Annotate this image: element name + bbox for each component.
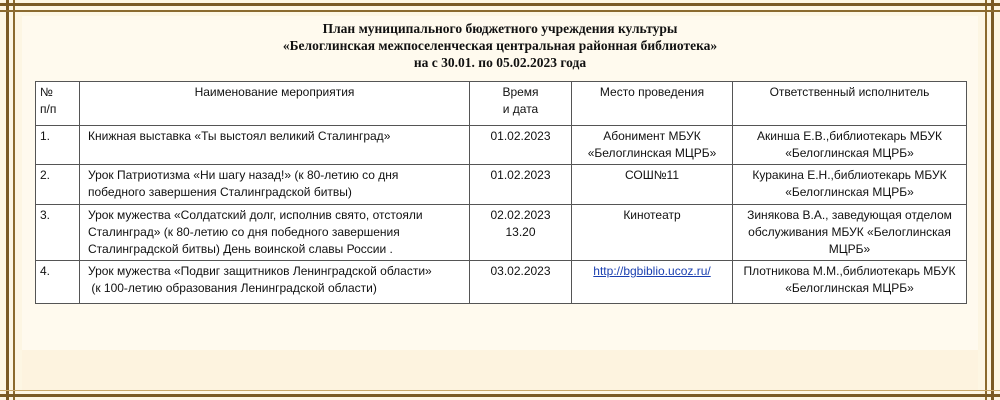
place-line: Абонимент МБУК <box>603 129 701 143</box>
event-name-line: (к 100-летию образования Ленинградской области) <box>88 281 377 295</box>
cell-responsible <box>733 205 967 261</box>
table-row <box>36 205 967 261</box>
frame-left-outer <box>6 0 9 400</box>
table-row <box>36 165 967 205</box>
event-name-line: Урок мужества «Солдатский долг, исполнив свято, отстояли <box>88 208 423 222</box>
header-name: Наименование мероприятия <box>80 82 470 126</box>
responsible-line: обслуживания МБУК «Белоглинская МЦРБ» <box>748 225 951 256</box>
responsible-line: «Белоглинская МЦРБ» <box>785 146 914 160</box>
frame-bottom-outer <box>0 394 1000 397</box>
title-line-1: План муниципального бюджетного учреждения культуры <box>322 21 678 36</box>
table-row <box>36 261 967 304</box>
header-place: Место проведения <box>572 82 733 126</box>
event-name-line: Книжная выставка «Ты выстоял великий Сталинград» <box>88 129 391 143</box>
cell-responsible <box>733 261 967 304</box>
event-name-line: победного завершения Сталинградской битвы) <box>88 185 352 199</box>
cell-time <box>470 126 572 165</box>
cell-num: 2. <box>36 165 80 205</box>
cell-place <box>572 165 733 205</box>
responsible-line: Куракина Е.Н.,библиотекарь МБУК <box>752 168 947 182</box>
responsible-line: Плотникова М.М.,библиотекарь МБУК <box>743 264 956 278</box>
time-line: 13.20 <box>505 225 536 239</box>
cell-num: 4. <box>36 261 80 304</box>
cell-responsible <box>733 165 967 205</box>
header-num-line-1: № <box>40 85 53 99</box>
place-line: Кинотеатр <box>623 208 681 222</box>
cell-responsible <box>733 126 967 165</box>
event-name-line: Сталинградской битвы) День воинской славы России . <box>88 242 393 256</box>
cell-event-name <box>80 205 470 261</box>
cell-event-name <box>80 126 470 165</box>
header-responsible: Ответственный исполнитель <box>733 82 967 126</box>
bottom-band <box>22 350 978 390</box>
header-time-line-2: и дата <box>502 102 539 116</box>
header-num <box>36 82 80 126</box>
header-time-line-1: Время <box>502 85 539 99</box>
cell-place <box>572 261 733 304</box>
frame-left-inner <box>13 0 15 400</box>
time-line: 02.02.2023 <box>490 208 551 222</box>
header-num-line-2: п/п <box>40 102 57 116</box>
event-name-line: Урок Патриотизма «Ни шагу назад!» (к 80-летию со дня <box>88 168 399 182</box>
time-line: 03.02.2023 <box>490 264 551 278</box>
time-line: 01.02.2023 <box>490 129 551 143</box>
cell-event-name <box>80 165 470 205</box>
cell-time <box>470 165 572 205</box>
table-row <box>36 126 967 165</box>
event-name-line: Сталинград» (к 80-летию со дня победного завершения <box>88 225 400 239</box>
events-table <box>35 81 967 304</box>
event-name-line: Урок мужества «Подвиг защитников Ленинградской области» <box>88 264 432 278</box>
header-time <box>470 82 572 126</box>
table-header-row <box>36 82 967 126</box>
cell-place <box>572 205 733 261</box>
library-website-link[interactable]: http://bgbiblio.ucoz.ru/ <box>593 264 711 278</box>
cell-place <box>572 126 733 165</box>
document-title <box>22 20 978 71</box>
responsible-line: Акинша Е.В.,библиотекарь МБУК <box>757 129 942 143</box>
cell-time <box>470 261 572 304</box>
place-line: «Белоглинская МЦРБ» <box>587 146 717 160</box>
title-line-2: «Белоглинская межпоселенческая центральная районная библиотека» <box>282 38 718 53</box>
cell-time <box>470 205 572 261</box>
frame-top-inner <box>0 10 1000 12</box>
responsible-line: «Белоглинская МЦРБ» <box>785 281 914 295</box>
frame-right-outer <box>991 0 994 400</box>
place-line: СОШ№11 <box>624 168 680 182</box>
frame-top-outer <box>0 3 1000 6</box>
responsible-line: «Белоглинская МЦРБ» <box>785 185 914 199</box>
responsible-line: Зинякова В.А., заведующая отделом <box>747 208 952 222</box>
cell-event-name <box>80 261 470 304</box>
cell-num: 3. <box>36 205 80 261</box>
title-line-3: на с 30.01. по 05.02.2023 года <box>413 55 587 70</box>
time-line: 01.02.2023 <box>490 168 551 182</box>
cell-num: 1. <box>36 126 80 165</box>
frame-right-inner <box>985 0 987 400</box>
frame-bottom-inner <box>0 390 1000 391</box>
